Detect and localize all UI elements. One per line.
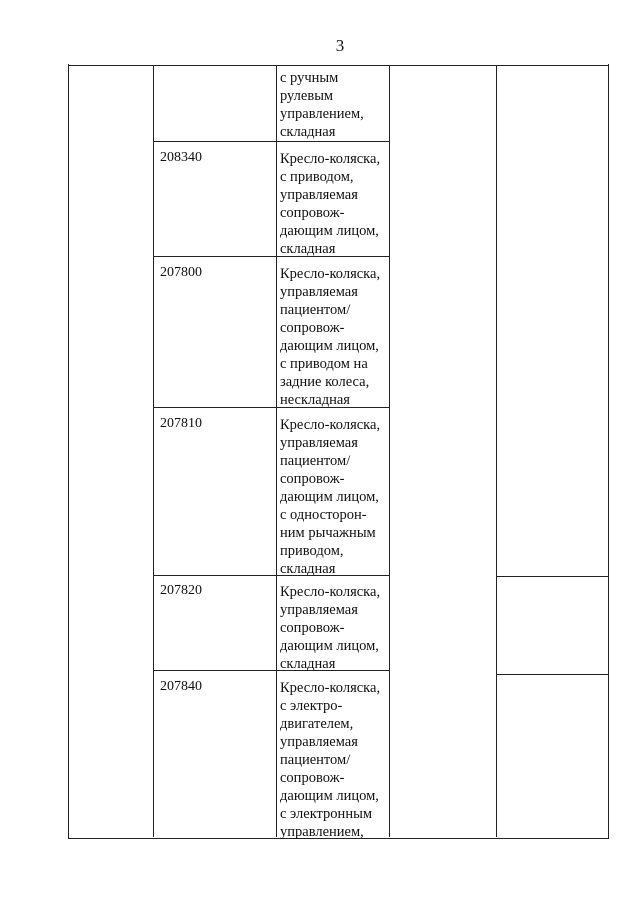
table-cell-description: Кресло-коляска, управляемая сопровож- дающим лицом, складная (280, 584, 381, 672)
table-cell-code: 208340 (160, 150, 202, 165)
table-cell-description: Кресло-коляска, управляемая пациентом/ сопровож- дающим лицом, с односторон- ним рычажным приводом, складная (280, 417, 381, 577)
table-cell-code: 207800 (160, 265, 202, 280)
table-cell-code: 207840 (160, 679, 202, 694)
table-cell-description: с ручным рулевым управлением, складная (280, 70, 364, 140)
table-cell-description: Кресло-коляска, с электро- двигателем, управляемая пациентом/ сопровож- дающим лицом, с электронным управлением, (280, 680, 381, 840)
page-number: 3 (335, 36, 345, 55)
table-cell-code: 207820 (160, 583, 202, 598)
table-cell-description: Кресло-коляска, с приводом, управляемая сопровож- дающим лицом, складная (280, 151, 381, 257)
table-cell-description: Кресло-коляска, управляемая пациентом/ сопровож- дающим лицом, с приводом на задние колеса, нескладная (280, 266, 381, 408)
table-cell-code: 207810 (160, 416, 202, 431)
